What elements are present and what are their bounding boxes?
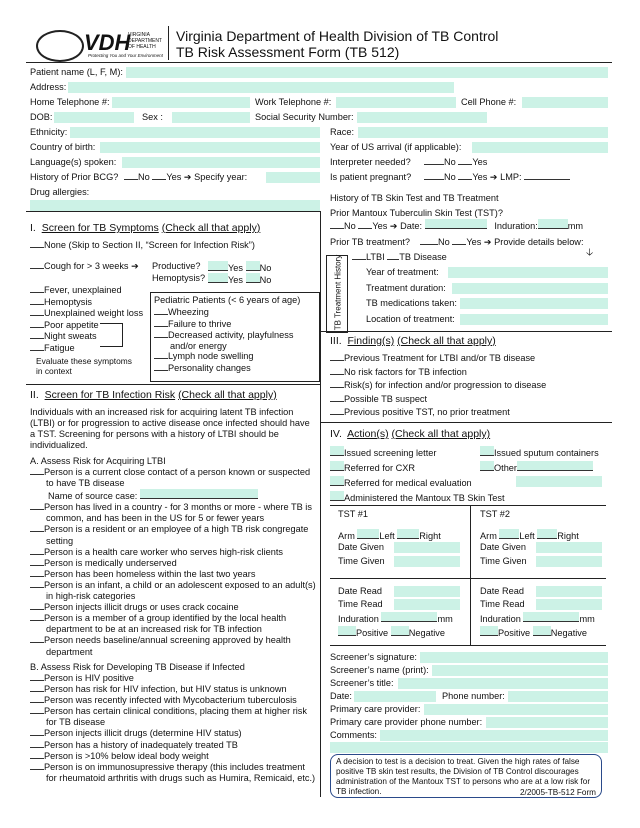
ssn-field[interactable] [357,112,487,123]
address-field[interactable] [68,82,454,93]
risk-a-item: Person is a health care worker who serves high-risk clients [30,547,316,558]
finding-item: Possible TB suspect [330,393,546,407]
pediatric-item: Decreased activity, playfulness and/or energy [154,330,320,351]
pregnant-options[interactable]: No Yes ➔ LMP: [424,172,570,183]
vdh-logo: VDH [84,30,131,55]
home-tel-label: Home Telephone #: [30,97,110,107]
prior-bcg-options[interactable]: No Yes ➔ Specify year: [124,172,247,183]
patient-name-label: Patient name (L, F, M): [30,67,123,77]
prior-bcg-label: History of Prior BCG? [30,172,119,182]
finding-item: Risk(s) for infection and/or progression to disease [330,379,546,393]
pcp-label: Primary care provider: [330,704,421,714]
ltbi-options[interactable]: LTBI TB Disease [352,252,447,262]
symptom-bracket [100,323,123,347]
risk-b-item: Person is HIV positive [30,673,316,684]
ssn-label: Social Security Number: [255,112,354,122]
form-title: Virginia Department of Health Division of TB Control [176,28,499,44]
tst2-time-read-label: Time Read [480,599,525,609]
work-tel-field[interactable] [336,97,456,108]
treatment-location-label: Location of treatment: [366,314,455,324]
risk-a-list[interactable] [30,467,316,658]
pregnant-label: Is patient pregnant? [330,172,412,182]
section-4-title: IV. Action(s) (Check all that apply) [330,428,491,440]
sex-field[interactable] [172,112,250,123]
hemoptysis-options[interactable]: Yes No [208,273,271,285]
symptom-item: Night sweats [30,331,143,343]
action-issued-letter[interactable]: Issued screening letter [330,446,436,458]
section-2-title: II. Screen for TB Infection Risk (Check all that apply) [30,389,277,401]
action-other-field[interactable] [516,476,602,487]
tst2-label: TST #2 [480,509,510,519]
cell-field[interactable] [522,97,608,108]
screener-title-field[interactable] [398,678,608,689]
section-2-intro: Individuals with an increased risk for acquiring latent TB infection (LTBI) or for progression to active disease once infected should have a TST. Screening for persons with a history of LTBI should be individualized. [30,407,310,450]
finding-item: Previous Treatment for LTBI and/or TB disease [330,352,546,366]
risk-b-item: Person has risk for HIV infection, but HIV status is unknown [30,684,316,695]
language-field[interactable] [122,157,320,168]
tst1-result[interactable]: Positive Negative [338,626,445,638]
bcg-year-field[interactable] [266,172,320,183]
source-case: Name of source case: [30,489,316,502]
risk-a-item: Person is a current close contact of a person known or suspected to have TB disease [30,467,316,489]
risk-a-item: Person has been homeless within the last two years [30,569,316,580]
form-subtitle: TB Risk Assessment Form (TB 512) [176,44,400,60]
risk-a-item: Person is medically underserved [30,558,316,569]
pediatric-item: Lymph node swelling [154,351,320,363]
risk-b-title: B. Assess Risk for Developing TB Disease if Infected [30,662,245,672]
tst2-date-read-label: Date Read [480,586,524,596]
tst1-time-read-label: Time Read [338,599,383,609]
pediatric-item: Failure to thrive [154,319,320,331]
risk-b-item: Person has certain clinical conditions, placing them at higher risk for TB disease [30,706,316,728]
tst1-label: TST #1 [338,509,368,519]
risk-b-item: Person has a history of inadequately treated TB [30,740,316,751]
tst1-induration[interactable]: Induration mm [338,614,453,624]
home-tel-field[interactable] [112,97,250,108]
tst2-induration[interactable]: Induration mm [480,614,595,624]
tst2-date-given-label: Date Given [480,542,526,552]
prior-treatment-options[interactable]: No Yes ➔ Provide details below: [420,237,584,248]
risk-b-item: Person injects illicit drugs (determine HIV status) [30,728,316,739]
dob-field[interactable] [54,112,134,123]
action-referred-medical[interactable]: Referred for medical evaluation [330,476,472,488]
ethnicity-field[interactable] [70,127,320,138]
pcp-phone-label: Primary care provider phone number: [330,717,483,727]
symptom-item: Fatigue [30,343,143,355]
action-issued-sputum[interactable]: Issued sputum containers [480,446,599,458]
patient-name-field[interactable] [126,67,608,78]
tst2-time-given-field[interactable] [536,556,602,567]
action-administered[interactable]: Administered the Mantoux TB Skin Test [330,491,505,503]
treatment-duration-label: Treatment duration: [366,283,446,293]
risk-a-item: Person needs baseline/annual screening approved by health department [30,635,316,657]
tst1-time-read-field[interactable] [394,599,460,610]
tst2-result[interactable]: Positive Negative [480,626,587,638]
vdh-seal-logo [36,30,84,62]
risk-b-list[interactable] [30,673,316,784]
comments-label: Comments: [330,730,377,740]
prior-treatment-label: Prior TB treatment? [330,237,410,247]
language-label: Language(s) spoken: [30,157,117,167]
treatment-duration-field[interactable] [452,283,608,294]
year-treatment-field[interactable] [448,267,608,278]
section-1-title: I. Screen for TB Symptoms (Check all that apply) [30,222,261,234]
action-other[interactable]: Other [480,461,593,473]
screener-phone-label: Phone number: [442,691,505,701]
risk-a-item: Person injects illicit drugs or uses crack cocaine [30,602,316,613]
tst1-date-read-label: Date Read [338,586,382,596]
interpreter-options[interactable]: No Yes [424,157,487,167]
prior-tst-label: Prior Mantoux Tuberculin Skin Test (TST)? [330,208,503,218]
treatment-location-field[interactable] [460,314,608,325]
screener-signature-field[interactable] [420,652,608,663]
pediatric-item: Personality changes [154,363,320,375]
dob-label: DOB: [30,112,53,122]
symptom-item: Poor appetite [30,320,143,332]
pcp-field[interactable] [424,704,608,715]
pediatric-title: Pediatric Patients (< 6 years of age) [154,295,301,305]
tst2-arm[interactable]: Arm Left Right [480,531,579,541]
medications-label: TB medications taken: [366,298,457,308]
pediatric-item: Wheezing [154,307,320,319]
treatment-history-vertical-label: TB Treatment History [333,254,343,331]
drug-allergies-field[interactable] [30,200,320,211]
work-tel-label: Work Telephone #: [255,97,332,107]
section-3-title: III. Finding(s) (Check all that apply) [330,335,496,347]
year-treatment-label: Year of treatment: [366,267,439,277]
risk-b-item: Person is >10% below ideal body weight [30,751,316,762]
symptom-list[interactable] [30,285,143,354]
risk-b-item: Person is on immunosupressive therapy (this includes treatment for rheumatoid arthritis with drugs such as Humira, Remicaid, etc.) [30,762,316,784]
vdh-tagline: Protecting You and Your Environment [88,53,163,58]
sex-label: Sex : [142,112,163,122]
tst1-date-given-field[interactable] [394,542,460,553]
race-field[interactable] [358,127,608,138]
tst1-date-read-field[interactable] [394,586,460,597]
pcp-phone-field[interactable] [486,717,608,728]
screener-date-label: Date: [330,691,352,701]
screener-phone-field[interactable] [508,691,608,702]
evaluate-note: Evaluate these symptoms in context [36,356,132,376]
decision-note: A decision to test is a decision to treat. Given the high rates of false positive TB skin test results, the Division of TB Control discourages administration of the Mantoux TST to persons who are at a low risk for TB infection. [330,754,602,798]
tst1-date-given-label: Date Given [338,542,384,552]
cell-label: Cell Phone #: [461,97,517,107]
screener-date-field[interactable] [354,691,436,702]
hemoptysis-question-label: Hemoptysis? [152,273,206,283]
screener-title-label: Screener’s title: [330,678,394,688]
screener-signature-label: Screener’s signature: [330,652,417,662]
race-label: Race: [330,127,355,137]
prior-tst-options[interactable]: No Yes ➔ Date: Induration: mm [330,219,583,232]
comments-field[interactable] [380,730,608,741]
screener-name-label: Screener’s name (print): [330,665,429,675]
risk-b-item: Person was recently infected with Mycobacterium tuberculosis [30,695,316,706]
tst2-date-given-field[interactable] [536,542,602,553]
screener-name-field[interactable] [432,665,608,676]
risk-a-item: Person has lived in a country - for 3 months or more - where TB is common, and has been in the US for 5 or fewer years [30,502,316,524]
risk-a-item: Person is a member of a group identified by the local health department to be at an increased risk for TB infection [30,613,316,635]
tst2-time-given-label: Time Given [480,556,527,566]
ethnicity-label: Ethnicity: [30,127,68,137]
us-arrival-field[interactable] [472,142,608,153]
interpreter-label: Interpreter needed? [330,157,411,167]
medications-field[interactable] [460,298,608,309]
tst1-arm[interactable]: Arm Left Right [338,531,441,541]
symptom-item: Unexplained weight loss [30,308,143,320]
productive-label: Productive? [152,261,201,271]
symptom-none[interactable]: None (Skip to Section II, “Screen for Infection Risk”) [30,240,255,250]
pediatric-list[interactable] [154,307,320,374]
findings-list[interactable] [330,352,546,420]
symptom-item: Hemoptysis [30,297,143,309]
tst1-time-given-field[interactable] [394,556,460,567]
tst1-time-given-label: Time Given [338,556,385,566]
country-label: Country of birth: [30,142,96,152]
comments-field-line2[interactable] [330,742,608,753]
down-arrow-icon: 🡣 [586,247,594,258]
drug-allergies-label: Drug allergies: [30,187,90,197]
address-label: Address: [30,82,67,92]
tst2-date-read-field[interactable] [536,586,602,597]
tst2-time-read-field[interactable] [536,599,602,610]
vdh-logo-sub: VIRGINIA DEPARTMENT OF HEALTH [128,32,162,50]
risk-a-item: Person is an infant, a child or an adolescent exposed to an adult(s) in high-risk categories [30,580,316,602]
risk-a-item: Person is a resident or an employee of a high TB risk congregate setting [30,524,316,546]
symptom-item: Fever, unexplained [30,285,143,297]
country-field[interactable] [100,142,320,153]
finding-item: Previous positive TST, no prior treatment [330,406,546,420]
symptom-cough[interactable]: Cough for > 3 weeks ➔ [30,261,139,272]
skin-test-history-title: History of TB Skin Test and TB Treatment [330,193,499,203]
us-arrival-label: Year of US arrival (if applicable): [330,142,462,152]
action-referred-cxr[interactable]: Referred for CXR [330,461,415,473]
risk-a-title: A. Assess Risk for Acquiring LTBI [30,456,166,466]
form-id: 2/2005-TB-512 Form [520,788,596,797]
productive-options[interactable]: Yes No [208,261,271,273]
finding-item: No risk factors for TB infection [330,366,546,380]
